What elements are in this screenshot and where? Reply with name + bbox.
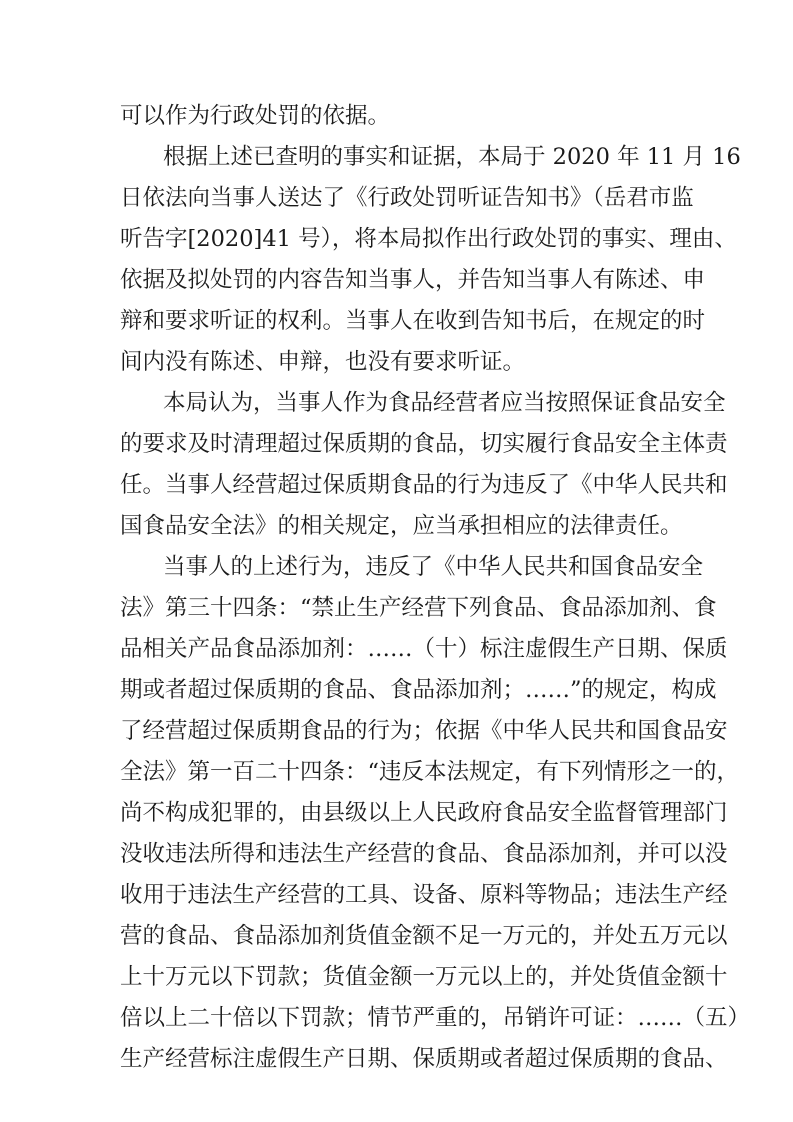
text-line-content: 期或者超过保质期的食品、食品添加剂；……”的规定，构成 xyxy=(120,677,717,703)
text-line-content: 品相关产品食品添加剂：……（十）标注虚假生产日期、保质 xyxy=(120,636,728,662)
text-line xyxy=(0,465,793,505)
text-line-content: 间内没有陈述、申辩，也没有要求听证。 xyxy=(120,349,526,375)
text-line xyxy=(0,424,793,464)
text-line xyxy=(0,998,793,1038)
text-line xyxy=(0,875,793,915)
text-line-content: 依据及拟处罚的内容告知当事人，并告知当事人有陈述、申 xyxy=(120,267,706,293)
text-line-content: 的要求及时清理超过保质期的食品，切实履行食品安全主体责 xyxy=(120,431,728,457)
paragraph-first-line xyxy=(0,383,793,423)
text-line xyxy=(0,260,793,300)
text-line-content: 法》第三十四条：“禁止生产经营下列食品、食品添加剂、食 xyxy=(120,595,717,621)
text-line xyxy=(0,1039,793,1079)
paragraph-first-line xyxy=(0,547,793,587)
text-line xyxy=(0,752,793,792)
text-line xyxy=(0,219,793,259)
text-line-content: 生产经营标注虚假生产日期、保质期或者超过保质期的食品、 xyxy=(120,1046,728,1072)
text-line xyxy=(0,178,793,218)
text-line xyxy=(0,670,793,710)
text-line-content: 倍以上二十倍以下罚款；情节严重的，吊销许可证：……（五） xyxy=(120,1005,751,1031)
text-line-content: 本局认为，当事人作为食品经营者应当按照保证食品安全 xyxy=(163,390,726,416)
text-line xyxy=(0,629,793,669)
text-line xyxy=(0,957,793,997)
text-line-content: 全法》第一百二十四条：“违反本法规定，有下列情形之一的， xyxy=(120,759,740,785)
text-line-content: 没收违法所得和违法生产经营的食品、食品添加剂，并可以没 xyxy=(120,841,728,867)
text-line-content: 收用于违法生产经营的工具、设备、原料等物品；违法生产经 xyxy=(120,882,728,908)
text-line xyxy=(0,916,793,956)
text-line-content: 根据上述已查明的事实和证据，本局于 2020 年 11 月 16 xyxy=(163,144,741,170)
paragraph-first-line xyxy=(0,137,793,177)
text-line-content: 日依法向当事人送达了《行政处罚听证告知书》（岳君市监 xyxy=(120,185,694,211)
text-line-content: 任。当事人经营超过保质期食品的行为违反了《中华人民共和 xyxy=(120,472,728,498)
text-line xyxy=(0,711,793,751)
text-line xyxy=(0,834,793,874)
text-line-content: 上十万元以下罚款；货值金额一万元以上的，并处货值金额十 xyxy=(120,964,728,990)
text-line-content: 辩和要求听证的权利。当事人在收到告知书后，在规定的时 xyxy=(120,308,706,334)
text-line-content: 可以作为行政处罚的依据。 xyxy=(120,103,391,129)
text-line xyxy=(0,793,793,833)
text-line-content: 了经营超过保质期食品的行为；依据《中华人民共和国食品安 xyxy=(120,718,728,744)
text-line xyxy=(0,301,793,341)
text-line-content: 国食品安全法》的相关规定，应当承担相应的法律责任。 xyxy=(120,513,683,539)
text-line xyxy=(0,342,793,382)
text-line xyxy=(0,588,793,628)
text-line xyxy=(0,96,793,136)
text-line-content: 营的食品、食品添加剂货值金额不足一万元的，并处五万元以 xyxy=(120,923,728,949)
text-line-content: 听告字[2020]41 号），将本局拟作出行政处罚的事实、理由、 xyxy=(120,226,737,252)
text-line xyxy=(0,506,793,546)
text-line-content: 尚不构成犯罪的，由县级以上人民政府食品安全监督管理部门 xyxy=(120,800,728,826)
text-line-content: 当事人的上述行为，违反了《中华人民共和国食品安全 xyxy=(163,554,704,580)
